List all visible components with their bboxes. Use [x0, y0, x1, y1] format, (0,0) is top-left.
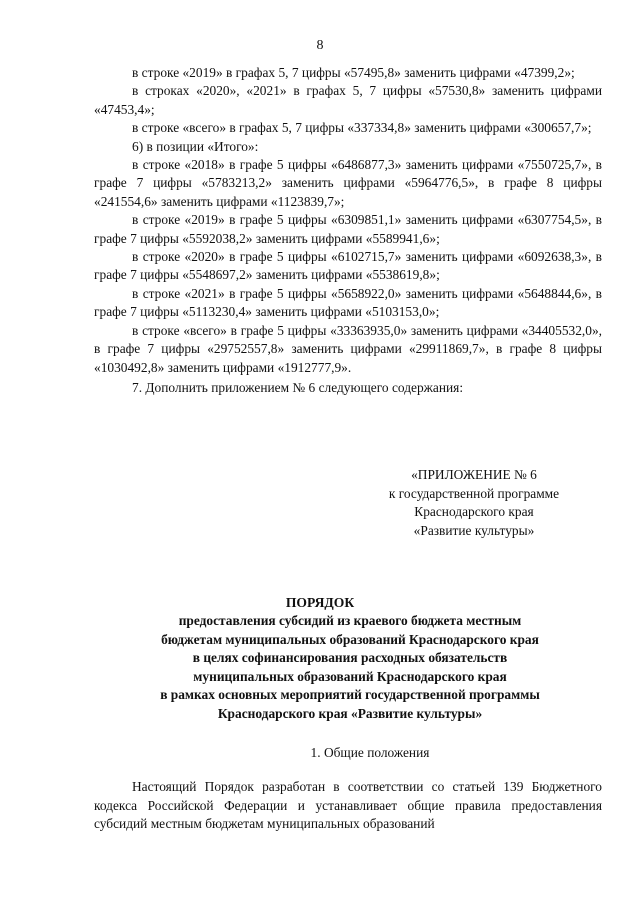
amendment-item: 6) в позиции «Итого»:: [132, 138, 259, 154]
amendment-item: в строке «2019» в графе 5 цифры «6309851,1» заменить цифрами «6307754,5», в графе 7 цифры «5592038,2» заменить цифрами «5589941,6»;: [94, 212, 602, 246]
amendment-item: в строке «2021» в графе 5 цифры «5658922,0» заменить цифрами «5648844,6», в графе 7 цифры «5113230,4» заменить цифрами «5103153,0»;: [94, 285, 602, 320]
amendment-item: в строке «2019» в графах 5, 7 цифры «57495,8» заменить цифрами «47399,2»;: [132, 65, 575, 80]
amendment-item: в строке «всего» в графе 5 цифры «33363935,0» заменить цифрами «34405532,0», в графе 7 цифры «29752557,8» заменить цифрами «29911869,7», в графе 8 цифры «1030492,8» заменить цифрами «1912777,9».: [94, 322, 602, 375]
amendment-item: 7. Дополнить приложением № 6 следующего содержания:: [132, 379, 464, 395]
appendix-header: [346, 466, 602, 540]
amendment-item: в строке «всего» в графах 5, 7 цифры «337334,8» заменить цифрами «300657,7»;: [132, 120, 592, 136]
appendix-line: «Развитие культуры»: [413, 522, 535, 538]
section-body: [94, 778, 602, 834]
appendix-line: Краснодарского края: [414, 504, 534, 520]
appendix-line: к государственной программе: [388, 485, 560, 501]
section-title: 1. Общие положения: [310, 745, 430, 760]
page-number: 8: [316, 38, 324, 53]
amendment-item: в строке «2018» в графе 5 цифры «6486877,3» заменить цифрами «7550725,7», в графе 7 цифры «5783213,2» заменить цифрами «5964776,5», в графе 8 цифры «241554,6» заменить цифрами «1123839,7»;: [94, 157, 602, 209]
amendment-item: в строках «2020», «2021» в графах 5, 7 цифры «57530,8» заменить цифрами «47453,4»;: [94, 83, 602, 117]
appendix-line: «ПРИЛОЖЕНИЕ № 6: [411, 467, 537, 482]
order-subtitle-line: Краснодарского края «Развитие культуры»: [217, 705, 483, 721]
order-subtitle: [100, 612, 600, 724]
section-paragraph: Настоящий Порядок разработан в соответствии со статьей 139 Бюджетного кодекса Российской Федерации и устанавливает общие правила предоставления субсидий местным бюджетам муниципальных образований: [94, 779, 602, 832]
order-subtitle-line: в рамках основных мероприятий государственной программы: [160, 687, 540, 703]
order-subtitle-line: предоставления субсидий из краевого бюджета местным: [178, 613, 522, 628]
order-title: ПОРЯДОК: [285, 595, 355, 610]
amendment-item: в строке «2020» в графе 5 цифры «6102715,7» заменить цифрами «6092638,3», в графе 7 цифры «5548697,2» заменить цифрами «5538619,8»;: [94, 249, 602, 283]
order-subtitle-line: в целях софинансирования расходных обязательств: [192, 650, 508, 666]
amendments-list: [94, 64, 602, 397]
order-subtitle-line: бюджетам муниципальных образований Краснодарского края: [161, 631, 539, 647]
order-subtitle-line: муниципальных образований Краснодарского края: [193, 668, 507, 684]
